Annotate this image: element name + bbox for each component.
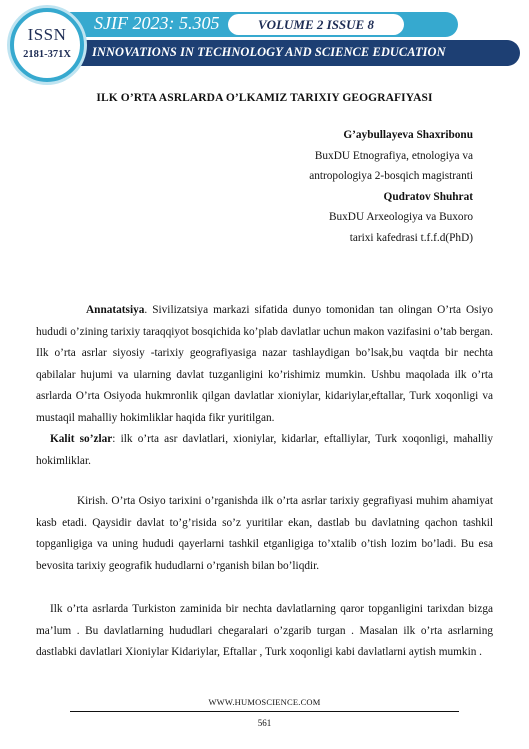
body-paragraph (36, 599, 493, 664)
introduction-paragraph (36, 491, 493, 577)
issn-badge (10, 8, 84, 82)
keywords-label: Kalit so’zlar (50, 433, 113, 445)
author1-name: G’aybullayeva Shaxribonu (343, 129, 473, 141)
author2-name: Qudratov Shuhrat (383, 190, 473, 203)
author2-affiliation-line2: tarixi kafedrasi t.f.f.d(PhD) (349, 231, 473, 244)
footer-divider (70, 711, 459, 712)
footer-url: WWW.HUMOSCIENCE.COM (208, 697, 321, 707)
author2-affiliation-line1: BuxDU Arxeologiya va Buxoro (328, 211, 473, 223)
abstract-section (36, 300, 493, 429)
journal-name: INNOVATIONS IN TECHNOLOGY AND SCIENCE EDUCATION (92, 45, 446, 59)
keywords-text: : ilk o’rta asr davlatlari, xioniylar, kidarlar, eftalliylar, Turk xoqonligi, mahalliy hokimliklar. (36, 433, 493, 467)
volume-issue-label: VOLUME 2 ISSUE 8 (228, 14, 404, 35)
sjif-impact-factor: SJIF 2023: 5.305 (94, 13, 220, 33)
journal-header (0, 0, 529, 82)
article-title: ILK O’RTA ASRLARDA O’LKAMIZ TARIXIY GEOGRAFIYASI (96, 92, 433, 104)
author1-affiliation-line1: BuxDU Etnografiya, etnologiya va (314, 149, 473, 162)
keywords-section (36, 429, 493, 472)
issn-number: 2181-371X (23, 49, 71, 60)
abstract-text: . Sivilizatsiya markazi sifatida dunyo tomonidan tan olingan O’rta Osiyo hududi o’zining tarixiy taraqqiyot bosqichida ko’plab davlatlar uchun makon vazifasini o’tab bergan. Ilk o’rta asrlar siyosiy -tarixiy geografiyasiga nazar tashlaydigan bo’lsak,bu vaqtda bir nechta qabilalar hujumi va ularning davlat tuzganligini ko’rishimiz mumkin. Ushbu maqolada ilk o’rta asrlarda O’rta Osiyoda hukmronlik qilgan davlatlar xioniylar, kidariylar,eftallar, Turk xoqonligi va mustaqil mahalliy hokimliklar haqida fikr yuritilgan. (36, 304, 493, 424)
introduction-text: Kirish. O’rta Osiyo tarixini o’rganishda ilk o’rta asrlar tarixiy gegrafiyasi muhim ahamiyat kasb etadi. Qaysidir davlat to’g’risida so’z yuritilar ekan, dastlab bu davlatning qachon tashkil topganligiga va uning hududi qayerlarni tashkil etganligiga to’xtalib o’tish lozim bo’ladi. Bu esa bevosita tarixiy geografik hududlarni o’rganish bilan bo’liqdir. (36, 495, 493, 572)
author1-affiliation-line2: antropologiya 2-bosqich magistranti (309, 170, 473, 182)
issn-label: ISSN (27, 25, 67, 44)
abstract-label: Annatatsiya (86, 304, 145, 316)
body-paragraph-text: Ilk o’rta asrlarda Turkiston zaminida bir nechta davlatlarning qaror topganligini tarixdan bizga ma’lum . Bu davlatlarning hududlari chegaralari o’zgarib turgan . Masalan ilk o’rta asrlarning dastlabki davlatlari Xioniylar Kidariylar, Eftallar , Turk xoqonligi kabi davlatlarni aytish mumkin . (36, 603, 493, 658)
author-block (309, 125, 473, 248)
page-number: 561 (257, 718, 272, 728)
